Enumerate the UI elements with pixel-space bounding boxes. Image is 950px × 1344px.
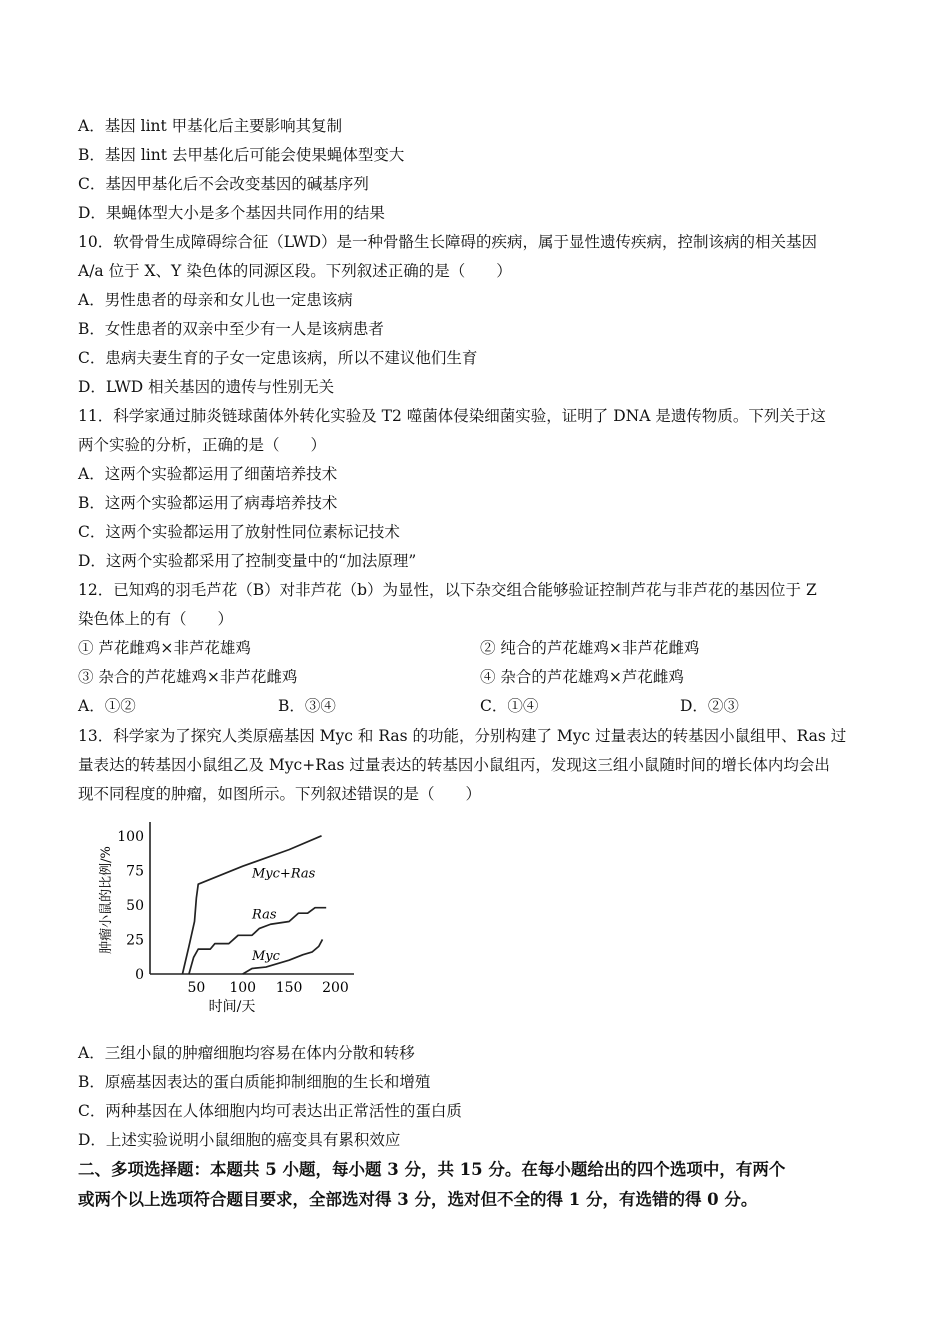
q13-stem-line3: 现不同程度的肿瘤，如图所示。下列叙述错误的是（ ） xyxy=(78,785,482,803)
x-tick-label: 100 xyxy=(229,980,257,996)
tumor-chart-svg xyxy=(92,818,362,1018)
q12-stem-line2: 染色体上的有（ ） xyxy=(78,610,234,628)
q12-cross-1: ① 芦花雌鸡×非芦花雄鸡 xyxy=(78,639,251,657)
q12-cross-3: ③ 杂合的芦花雄鸡×非芦花雌鸡 xyxy=(78,668,298,686)
q12-option-d: D．②③ xyxy=(680,697,739,715)
q9-option-b: B．基因 lint 去甲基化后可能会使果蝇体型变大 xyxy=(78,146,405,164)
q12-cross-4: ④ 杂合的芦花雄鸡×芦花雌鸡 xyxy=(480,668,684,686)
series-label-myc-ras: Myc+Ras xyxy=(252,866,316,882)
q10-option-b: B．女性患者的双亲中至少有一人是该病患者 xyxy=(78,320,384,338)
q13-stem-line2: 量表达的转基因小鼠组乙及 Myc+Ras 过量表达的转基因小鼠组丙，发现这三组小鼠随时间的增长体内均会出 xyxy=(78,756,830,774)
q12-cross-2: ② 纯合的芦花雄鸡×非芦花雌鸡 xyxy=(480,639,700,657)
q13-stem-line1: 13．科学家为了探究人类原癌基因 Myc 和 Ras 的功能，分别构建了 Myc 过量表达的转基因小鼠组甲、Ras 过 xyxy=(78,727,847,745)
q11-stem-line1: 11．科学家通过肺炎链球菌体外转化实验及 T2 噬菌体侵染细菌实验，证明了 DNA 是遗传物质。下列关于这 xyxy=(78,407,826,425)
x-tick-label: 150 xyxy=(275,980,303,996)
q10-stem-line2: A/a 位于 X、Y 染色体的同源区段。下列叙述正确的是（ ） xyxy=(78,262,512,280)
q11-option-a: A．这两个实验都运用了细菌培养技术 xyxy=(78,465,338,483)
q11-option-d: D．这两个实验都采用了控制变量中的“加法原理” xyxy=(78,552,417,570)
section2-header-line2: 或两个以上选项符合题目要求，全部选对得 3 分，选对但不全的得 1 分，有选错的得 0 分。 xyxy=(78,1190,758,1209)
y-axis-label: 肿瘤小鼠的比例/% xyxy=(99,846,114,954)
q10-option-d: D．LWD 相关基因的遗传与性别无关 xyxy=(78,378,335,396)
x-tick-label: 200 xyxy=(322,980,349,996)
q10-option-c: C．患病夫妻生育的子女一定患该病，所以不建议他们生育 xyxy=(78,349,478,367)
y-tick-label: 75 xyxy=(126,863,144,880)
series-label-myc: Myc xyxy=(252,949,280,965)
q13-option-d: D．上述实验说明小鼠细胞的癌变具有累积效应 xyxy=(78,1131,401,1149)
section2-header-line1: 二、多项选择题：本题共 5 小题，每小题 3 分，共 15 分。在每小题给出的四个选项中，有两个 xyxy=(78,1160,786,1179)
x-tick-label: 50 xyxy=(187,980,206,996)
q12-stem-line1: 12．已知鸡的羽毛芦花（B）对非芦花（b）为显性，以下杂交组合能够验证控制芦花与非芦花的基因位于 Z xyxy=(78,581,817,599)
q9-option-d: D．果蝇体型大小是多个基因共同作用的结果 xyxy=(78,204,385,222)
y-tick-label: 100 xyxy=(117,828,144,845)
q11-option-b: B．这两个实验都运用了病毒培养技术 xyxy=(78,494,338,512)
q11-option-c: C．这两个实验都运用了放射性同位素标记技术 xyxy=(78,523,400,541)
q12-option-a: A．①② xyxy=(78,697,136,715)
y-tick-label: 0 xyxy=(135,967,144,983)
y-tick-label: 50 xyxy=(126,897,144,914)
x-tick-labels xyxy=(187,980,348,996)
q9-option-a: A．基因 lint 甲基化后主要影响其复制 xyxy=(78,117,343,135)
q13-option-b: B．原癌基因表达的蛋白质能抑制细胞的生长和增殖 xyxy=(78,1073,431,1091)
y-tick-labels xyxy=(117,829,144,983)
q13-option-c: C．两种基因在人体细胞内均可表达出正常活性的蛋白质 xyxy=(78,1102,462,1120)
q12-option-c: C．①④ xyxy=(480,697,539,715)
q9-option-c: C．基因甲基化后不会改变基因的碱基序列 xyxy=(78,175,369,193)
q10-option-a: A．男性患者的母亲和女儿也一定患该病 xyxy=(78,291,353,309)
tumor-chart xyxy=(92,818,362,1018)
q11-stem-line2: 两个实验的分析，正确的是（ ） xyxy=(78,436,327,454)
series-label-ras: Ras xyxy=(252,907,277,923)
q10-stem-line1: 10．软骨骨生成障碍综合征（LWD）是一种骨骼生长障碍的疾病，属于显性遗传疾病，控制该病的相关基因 xyxy=(78,233,818,251)
q13-option-a: A．三组小鼠的肿瘤细胞均容易在体内分散和转移 xyxy=(78,1044,415,1062)
q12-option-b: B．③④ xyxy=(278,697,336,715)
y-tick-label: 25 xyxy=(126,932,144,949)
x-axis-label: 时间/天 xyxy=(208,999,256,1015)
